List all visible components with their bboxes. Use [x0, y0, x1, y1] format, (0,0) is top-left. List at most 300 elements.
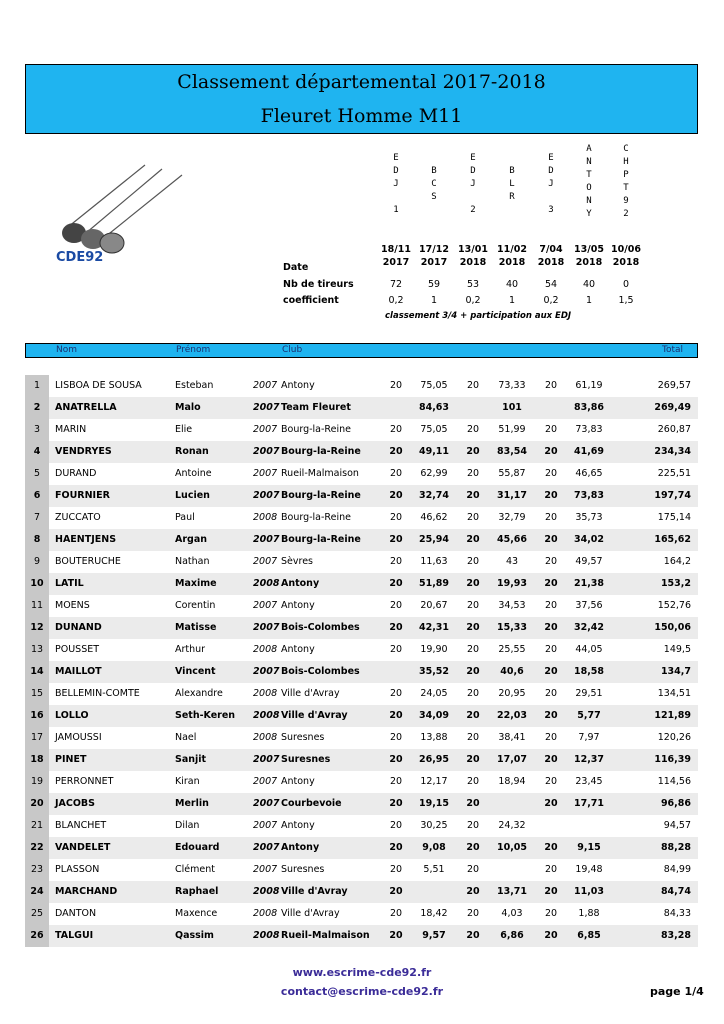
- competition-letter: [533, 191, 569, 204]
- table-row: [25, 639, 698, 661]
- total-cell: 116,39: [654, 754, 691, 765]
- score-cell: 9,57: [422, 930, 446, 941]
- nom-cell: VANDELET: [55, 842, 111, 853]
- score-cell: 34,53: [498, 600, 526, 611]
- score-cell: 20: [389, 710, 403, 721]
- total-cell: 269,49: [654, 402, 691, 413]
- score-cell: 20: [544, 688, 558, 699]
- competition-date-part: 2017: [382, 257, 410, 268]
- coefficient-value: 0,2: [388, 295, 404, 306]
- competition-letter: L: [509, 179, 515, 189]
- competition-date-part: 2018: [575, 257, 603, 268]
- competition-letter: J: [548, 179, 554, 189]
- competition-letter: [455, 191, 491, 204]
- club-cell: Rueil-Malmaison: [281, 468, 359, 479]
- rank-cell: 2: [25, 397, 49, 419]
- rank-cell: 15: [25, 683, 49, 705]
- score-cell: 13,88: [420, 732, 448, 743]
- score-cell: 20,95: [498, 688, 526, 699]
- club-cell: Ville d'Avray: [281, 710, 348, 721]
- score-cell: 20: [466, 732, 480, 743]
- score-cell: 20: [389, 908, 403, 919]
- title-banner: [25, 64, 698, 134]
- year-cell: 2008: [253, 732, 278, 743]
- score-cell: 18,94: [498, 776, 526, 787]
- nb-tireurs-value: 53: [466, 279, 480, 290]
- year-cell: 2007: [253, 864, 278, 875]
- score-cell: 101: [502, 402, 522, 413]
- score-cell: 46,65: [575, 468, 603, 479]
- coefficient-value: 0,2: [465, 295, 481, 306]
- score-cell: 20: [544, 600, 558, 611]
- prenom-cell: Arthur: [175, 644, 206, 655]
- score-cell: 20: [544, 424, 558, 435]
- rank-cell: 17: [25, 727, 49, 749]
- nom-cell: PERRONNET: [55, 776, 114, 787]
- coefficient-value: 1: [508, 295, 516, 306]
- score-cell: 20: [466, 512, 480, 523]
- competition-date-part: 18/11: [381, 244, 411, 255]
- score-cell: 20: [544, 556, 558, 567]
- score-cell: 20: [544, 644, 558, 655]
- score-cell: 20: [466, 930, 480, 941]
- rank-cell: 22: [25, 837, 49, 859]
- score-cell: 19,90: [420, 644, 448, 655]
- score-cell: 20: [544, 490, 558, 501]
- score-cell: 20: [389, 490, 403, 501]
- score-cell: 12,17: [420, 776, 448, 787]
- score-cell: 20: [544, 710, 558, 721]
- year-cell: 2007: [253, 622, 280, 633]
- logo-text: CDE92: [56, 250, 104, 265]
- rank-cell: 19: [25, 771, 49, 793]
- score-cell: 20: [466, 842, 480, 853]
- score-cell: 25,55: [498, 644, 526, 655]
- competition-header: [608, 143, 644, 221]
- score-cell: 9,15: [577, 842, 601, 853]
- score-cell: 20: [466, 886, 480, 897]
- score-cell: 31,17: [496, 490, 528, 501]
- score-cell: 20: [544, 446, 558, 457]
- score-cell: 25,94: [418, 534, 450, 545]
- score-cell: 17,71: [573, 798, 605, 809]
- year-cell: 2008: [253, 908, 278, 919]
- table-row: [25, 925, 698, 947]
- table-row: [25, 441, 698, 463]
- competition-letter: B: [431, 166, 437, 176]
- score-cell: 44,05: [575, 644, 603, 655]
- score-cell: 12,37: [573, 754, 605, 765]
- score-cell: 29,51: [575, 688, 603, 699]
- score-cell: 6,86: [500, 930, 524, 941]
- score-cell: 23,45: [575, 776, 603, 787]
- score-cell: 20: [389, 578, 403, 589]
- competition-letter: J: [393, 179, 399, 189]
- year-cell: 2008: [253, 886, 280, 897]
- score-cell: 49,11: [418, 446, 450, 457]
- coefficient-value: 1,5: [618, 295, 634, 306]
- competition-header: [494, 152, 530, 217]
- ranking-table: [25, 375, 698, 947]
- rank-cell: 18: [25, 749, 49, 771]
- nom-cell: JACOBS: [55, 798, 96, 809]
- year-cell: 2007: [253, 468, 278, 479]
- nom-cell: MAILLOT: [55, 666, 102, 677]
- club-cell: Antony: [281, 644, 315, 655]
- score-cell: 20: [389, 930, 403, 941]
- score-cell: 40,6: [500, 666, 524, 677]
- competition-letter: J: [470, 179, 476, 189]
- club-cell: Ville d'Avray: [281, 886, 348, 897]
- score-cell: 20: [466, 644, 480, 655]
- total-cell: 149,5: [663, 644, 691, 655]
- prenom-cell: Kiran: [175, 776, 200, 787]
- coefficient-value: 1: [585, 295, 593, 306]
- year-cell: 2008: [253, 710, 280, 721]
- score-cell: 18,58: [573, 666, 605, 677]
- score-cell: 20: [466, 776, 480, 787]
- rank-cell: 20: [25, 793, 49, 815]
- score-cell: 30,25: [420, 820, 448, 831]
- score-cell: 38,41: [498, 732, 526, 743]
- total-cell: 225,51: [657, 468, 691, 479]
- score-cell: 20: [466, 600, 480, 611]
- score-cell: 20: [544, 798, 558, 809]
- nb-tireurs-value: 40: [582, 279, 596, 290]
- score-cell: 34,02: [573, 534, 605, 545]
- score-cell: 20,67: [420, 600, 448, 611]
- year-cell: 2007: [253, 380, 278, 391]
- table-row: [25, 419, 698, 441]
- score-cell: 20: [466, 864, 480, 875]
- rank-cell: 23: [25, 859, 49, 881]
- year-cell: 2007: [253, 820, 278, 831]
- header-nom: Nom: [56, 345, 78, 355]
- score-cell: 32,79: [498, 512, 526, 523]
- score-cell: 20: [389, 600, 403, 611]
- competition-letter: Y: [586, 209, 592, 219]
- competition-letter: T: [623, 183, 629, 193]
- nom-cell: DUNAND: [55, 622, 102, 633]
- competition-letter: N: [586, 157, 592, 167]
- total-cell: 94,57: [663, 820, 691, 831]
- competition-header: [533, 152, 569, 217]
- competition-date: [606, 243, 646, 269]
- club-cell: Suresnes: [281, 864, 325, 875]
- score-cell: 20: [389, 776, 403, 787]
- total-cell: 153,2: [660, 578, 691, 589]
- club-cell: Suresnes: [281, 754, 331, 765]
- total-cell: 84,33: [663, 908, 691, 919]
- score-cell: 34,09: [418, 710, 450, 721]
- total-cell: 269,57: [657, 380, 691, 391]
- year-cell: 2007: [253, 798, 280, 809]
- score-cell: 20: [466, 578, 480, 589]
- club-cell: Antony: [281, 776, 315, 787]
- score-cell: 20: [389, 446, 403, 457]
- club-cell: Rueil-Malmaison: [281, 930, 370, 941]
- score-cell: 20: [544, 908, 558, 919]
- score-cell: 20: [389, 886, 403, 897]
- competition-letter: E: [548, 153, 554, 163]
- table-row: [25, 617, 698, 639]
- page-title: Classement départemental 2017-2018: [177, 71, 546, 93]
- score-cell: 73,33: [498, 380, 526, 391]
- table-row: [25, 595, 698, 617]
- score-cell: 20: [466, 380, 480, 391]
- competition-letter: E: [470, 153, 476, 163]
- footer-website[interactable]: www.escrime-cde92.fr: [292, 966, 432, 979]
- total-cell: 234,34: [654, 446, 691, 457]
- year-cell: 2007: [253, 556, 278, 567]
- competition-letter: [416, 152, 452, 165]
- nom-cell: MOENS: [55, 600, 90, 611]
- rank-cell: 7: [25, 507, 49, 529]
- score-cell: 35,73: [575, 512, 603, 523]
- competition-letter: E: [393, 153, 399, 163]
- nom-cell: LOLLO: [55, 710, 89, 721]
- score-cell: 51,89: [418, 578, 450, 589]
- prenom-cell: Raphael: [175, 886, 219, 897]
- nom-cell: LATIL: [55, 578, 84, 589]
- score-cell: 20: [389, 534, 403, 545]
- total-cell: 150,06: [654, 622, 691, 633]
- nom-cell: VENDRYES: [55, 446, 112, 457]
- score-cell: 41,69: [573, 446, 605, 457]
- competition-letter: H: [623, 157, 629, 167]
- score-cell: 20: [466, 534, 480, 545]
- rank-cell: 8: [25, 529, 49, 551]
- score-cell: 20: [544, 380, 558, 391]
- score-cell: 20: [466, 666, 480, 677]
- competition-letter: [416, 204, 452, 217]
- competition-letter: D: [548, 166, 554, 176]
- score-cell: 20: [466, 622, 480, 633]
- score-cell: 20: [389, 732, 403, 743]
- score-cell: 18,42: [420, 908, 448, 919]
- year-cell: 2007: [253, 402, 280, 413]
- nom-cell: ANATRELLA: [55, 402, 117, 413]
- club-cell: Bois-Colombes: [281, 622, 360, 633]
- competition-date: [569, 243, 609, 269]
- score-cell: 20: [466, 820, 480, 831]
- date-label: Date: [283, 262, 309, 273]
- club-cell: Bois-Colombes: [281, 666, 360, 677]
- table-row: [25, 551, 698, 573]
- competition-letter: D: [470, 166, 476, 176]
- total-cell: 88,28: [660, 842, 691, 853]
- score-cell: 43: [505, 556, 519, 567]
- competition-date-part: 2018: [537, 257, 565, 268]
- table-row: [25, 727, 698, 749]
- competition-letter: [494, 152, 530, 165]
- prenom-cell: Esteban: [175, 380, 214, 391]
- score-cell: 20: [544, 578, 558, 589]
- competition-letter: O: [586, 183, 592, 193]
- nom-cell: JAMOUSSI: [55, 732, 102, 743]
- table-row: [25, 859, 698, 881]
- score-cell: 83,86: [573, 402, 605, 413]
- prenom-cell: Seth-Keren: [175, 710, 236, 721]
- total-cell: 84,99: [663, 864, 691, 875]
- score-cell: 21,38: [573, 578, 605, 589]
- competition-letter: 2: [470, 205, 476, 215]
- club-cell: Bourg-la-Reine: [281, 534, 361, 545]
- competition-date: [531, 243, 571, 269]
- nb-tireurs-label: Nb de tireurs: [283, 279, 354, 290]
- competition-date-part: 7/04: [539, 244, 563, 255]
- score-cell: 17,07: [496, 754, 528, 765]
- score-cell: 26,95: [418, 754, 450, 765]
- nom-cell: TALGUI: [55, 930, 94, 941]
- footer-email[interactable]: contact@escrime-cde92.fr: [280, 985, 444, 998]
- club-cell: Ville d'Avray: [281, 688, 340, 699]
- competition-letter: 9: [623, 196, 629, 206]
- table-header: [25, 343, 698, 358]
- score-cell: 20: [544, 886, 558, 897]
- competition-header: [378, 152, 414, 217]
- competition-date-part: 17/12: [419, 244, 449, 255]
- rank-cell: 5: [25, 463, 49, 485]
- score-cell: 20: [544, 754, 558, 765]
- score-cell: 20: [544, 622, 558, 633]
- score-cell: 37,56: [575, 600, 603, 611]
- competition-letter: P: [623, 170, 629, 180]
- score-cell: 20: [544, 842, 558, 853]
- score-cell: 20: [466, 908, 480, 919]
- total-cell: 164,2: [663, 556, 691, 567]
- year-cell: 2007: [253, 490, 280, 501]
- score-cell: 19,15: [418, 798, 450, 809]
- score-cell: 20: [389, 468, 403, 479]
- header-prenom: Prénom: [176, 345, 211, 355]
- competition-date: [376, 243, 416, 269]
- coefficient-value: 0,2: [543, 295, 559, 306]
- rank-cell: 26: [25, 925, 49, 947]
- year-cell: 2008: [253, 930, 280, 941]
- rank-cell: 6: [25, 485, 49, 507]
- score-cell: 13,71: [496, 886, 528, 897]
- nom-cell: PINET: [55, 754, 87, 765]
- nb-tireurs-value: 54: [544, 279, 558, 290]
- score-cell: 20: [389, 622, 403, 633]
- total-cell: 120,26: [657, 732, 691, 743]
- prenom-cell: Malo: [175, 402, 201, 413]
- prenom-cell: Maxime: [175, 578, 217, 589]
- table-row: [25, 793, 698, 815]
- score-cell: 75,05: [420, 380, 448, 391]
- score-cell: 9,08: [422, 842, 446, 853]
- table-row: [25, 661, 698, 683]
- score-cell: 20: [389, 644, 403, 655]
- competition-date-part: 2018: [459, 257, 487, 268]
- year-cell: 2008: [253, 578, 280, 589]
- nom-cell: HAENTJENS: [55, 534, 117, 545]
- prenom-cell: Nathan: [175, 556, 210, 567]
- table-row: [25, 837, 698, 859]
- club-cell: Ville d'Avray: [281, 908, 340, 919]
- score-cell: 49,57: [575, 556, 603, 567]
- competition-letter: 3: [548, 205, 554, 215]
- rank-cell: 3: [25, 419, 49, 441]
- competition-letter: T: [586, 170, 592, 180]
- competition-header: [416, 152, 452, 217]
- score-cell: 20: [466, 490, 480, 501]
- rank-cell: 10: [25, 573, 49, 595]
- competition-date-part: 2018: [612, 257, 640, 268]
- rank-cell: 4: [25, 441, 49, 463]
- coefficient-label: coefficient: [283, 295, 339, 306]
- score-cell: 20: [544, 666, 558, 677]
- club-cell: Courbevoie: [281, 798, 342, 809]
- score-cell: 75,05: [420, 424, 448, 435]
- prenom-cell: Elie: [175, 424, 193, 435]
- prenom-cell: Merlin: [175, 798, 209, 809]
- competition-date-part: 11/02: [497, 244, 527, 255]
- club-cell: Antony: [281, 578, 320, 589]
- club-cell: Sèvres: [281, 556, 313, 567]
- score-cell: 62,99: [420, 468, 448, 479]
- nb-tireurs-value: 0: [622, 279, 630, 290]
- table-row: [25, 771, 698, 793]
- competition-letter: R: [509, 192, 515, 202]
- competition-date: [414, 243, 454, 269]
- competition-letter: N: [586, 196, 592, 206]
- prenom-cell: Vincent: [175, 666, 216, 677]
- prenom-cell: Lucien: [175, 490, 210, 501]
- year-cell: 2007: [253, 666, 280, 677]
- prenom-cell: Sanjit: [175, 754, 207, 765]
- nom-cell: DURAND: [55, 468, 97, 479]
- score-cell: 46,62: [420, 512, 448, 523]
- competition-letter: A: [586, 144, 592, 154]
- competition-letter: C: [431, 179, 437, 189]
- club-cell: Bourg-la-Reine: [281, 490, 361, 501]
- prenom-cell: Alexandre: [175, 688, 223, 699]
- score-cell: 20: [389, 754, 403, 765]
- nb-tireurs-value: 59: [427, 279, 441, 290]
- prenom-cell: Clément: [175, 864, 215, 875]
- total-cell: 260,87: [657, 424, 691, 435]
- score-cell: 45,66: [496, 534, 528, 545]
- club-cell: Team Fleuret: [281, 402, 351, 413]
- score-cell: 22,03: [496, 710, 528, 721]
- score-cell: 20: [389, 512, 403, 523]
- prenom-cell: Argan: [175, 534, 208, 545]
- year-cell: 2007: [253, 534, 280, 545]
- competition-date: [453, 243, 493, 269]
- club-cell: Bourg-la-Reine: [281, 446, 361, 457]
- club-cell: Antony: [281, 380, 315, 391]
- rank-cell: 21: [25, 815, 49, 837]
- nom-cell: BELLEMIN-COMTE: [55, 688, 140, 699]
- club-cell: Antony: [281, 600, 315, 611]
- competition-letter: C: [623, 144, 629, 154]
- score-cell: 15,33: [496, 622, 528, 633]
- rank-cell: 24: [25, 881, 49, 903]
- score-cell: 55,87: [498, 468, 526, 479]
- nom-cell: DANTON: [55, 908, 97, 919]
- total-cell: 134,7: [660, 666, 691, 677]
- club-cell: Bourg-la-Reine: [281, 424, 351, 435]
- score-cell: 61,19: [575, 380, 603, 391]
- rank-cell: 11: [25, 595, 49, 617]
- score-cell: 20: [466, 424, 480, 435]
- total-cell: 134,51: [657, 688, 691, 699]
- score-cell: 11,03: [573, 886, 605, 897]
- competition-header: [455, 152, 491, 217]
- rank-cell: 14: [25, 661, 49, 683]
